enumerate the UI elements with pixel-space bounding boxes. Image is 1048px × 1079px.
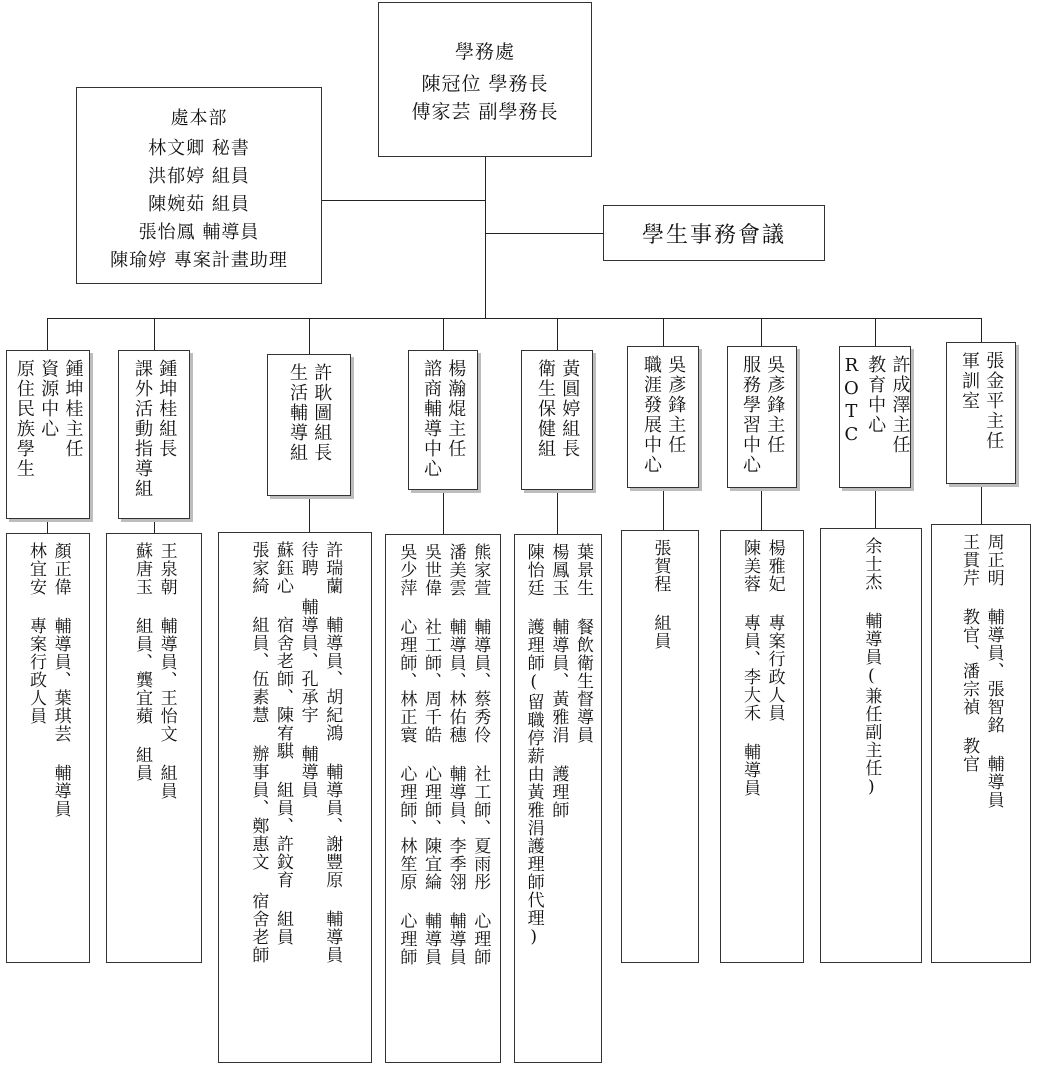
staff-column: 楊雅妃 專案行政人員	[764, 539, 785, 722]
top-office-box	[378, 2, 592, 157]
staff-column: 王泉朝 輔導員、王怡文 組員	[156, 542, 177, 800]
office-box	[76, 87, 322, 284]
staff-box-service-learning	[720, 530, 804, 963]
office-staff-line: 張怡鳳 輔導員	[138, 222, 260, 243]
staff-column: 蘇唐玉 組員、龔宜蘋 組員	[132, 542, 152, 782]
staff-column: 楊鳳玉 輔導員、黃雅涓 護理師	[548, 543, 569, 819]
unit-counseling-center	[408, 350, 478, 490]
staff-box-military	[931, 524, 1031, 963]
dean-line: 陳冠位 學務長	[421, 73, 549, 95]
unit-service-learning	[727, 346, 797, 488]
unit-head: 吳彥鋒主任	[764, 355, 786, 455]
council-label: 學生事務會議	[641, 222, 786, 248]
unit-head: 黃圓婷組長	[559, 359, 581, 459]
staff-box-career	[621, 530, 699, 963]
staff-drop-line	[154, 519, 155, 533]
staff-column: 顏正偉 輔導員、葉琪芸 輔導員	[50, 542, 71, 818]
staff-box-health-care	[514, 534, 602, 1063]
staff-drop-line	[443, 490, 444, 534]
unit-head: 張金平主任	[983, 351, 1005, 451]
unit-drop-line	[557, 318, 558, 350]
student-affairs-council-box	[603, 205, 825, 261]
vice-dean-line: 傅家芸 副學務長	[411, 101, 559, 123]
unit-drop-line	[663, 318, 664, 346]
office-title: 處本部	[170, 108, 228, 129]
unit-header-line: 職涯發展中心	[641, 355, 662, 475]
staff-column: 潘美雲 輔導員、林佑穗 輔導員、李季翎 輔導員	[445, 543, 466, 966]
unit-header-line: 衛生保健組	[535, 359, 556, 459]
staff-column: 周正明 輔導員、張智銘 輔導員	[983, 533, 1004, 809]
staff-box-life-guidance	[218, 532, 372, 1063]
staff-column: 葉景生 餐飲衛生督導員	[572, 543, 593, 744]
staff-drop-line	[557, 490, 558, 534]
staff-drop-line	[981, 484, 982, 524]
unit-header-line: 教育中心	[865, 355, 887, 435]
trunk-line	[485, 156, 486, 318]
staff-box-rotc	[820, 528, 922, 963]
unit-life-guidance	[267, 354, 351, 496]
unit-drop-line	[154, 318, 155, 350]
council-connector	[485, 233, 603, 234]
office-staff-line: 洪郁婷 組員	[148, 166, 250, 187]
staff-drop-line	[47, 519, 48, 533]
unit-header-line: 諮商輔導中心	[421, 359, 442, 479]
staff-column: 王貫芹 教官、潘宗禎 教官	[959, 533, 979, 773]
unit-career-center	[627, 346, 699, 488]
staff-box-indigenous	[6, 533, 90, 963]
staff-column: 陳怡廷 護理師(留職停薪由黃雅涓護理師代理)	[523, 543, 544, 948]
unit-head: 鍾坤桂組長	[156, 359, 178, 459]
units-bus-line	[47, 318, 981, 319]
unit-head: 許成澤主任	[889, 355, 911, 455]
unit-head: 楊瀚焜主任	[445, 359, 467, 459]
staff-drop-line	[663, 488, 664, 530]
unit-drop-line	[761, 318, 762, 346]
staff-column: 張家綺 組員、伍素慧 辦事員、鄭惠文 宿舍老師	[248, 541, 269, 964]
staff-drop-line	[875, 488, 876, 528]
staff-column: 許瑞蘭 輔導員、胡紀鴻 輔導員、謝豐原 輔導員	[322, 541, 343, 964]
unit-drop-line	[443, 318, 444, 350]
unit-header-line: ROTC	[840, 355, 862, 447]
staff-column: 蘇鈺心 宿舍老師、陳宥騏 組員、許鈫育 組員	[273, 541, 293, 946]
unit-extracurricular	[118, 350, 190, 519]
unit-header-line: 課外活動指導組	[132, 359, 153, 499]
unit-health-care	[521, 350, 593, 490]
staff-column: 余士杰 輔導員(兼任副主任)	[861, 537, 882, 798]
unit-header-line: 軍訓室	[959, 351, 980, 411]
office-connector	[322, 200, 485, 201]
staff-column: 吳少萍 心理師、林正寰 心理師、林笙原 心理師	[396, 543, 417, 966]
unit-head: 許耿圖組長	[311, 363, 333, 463]
staff-column: 陳美蓉 專員、李大禾 輔導員	[740, 539, 760, 797]
staff-column: 吳世偉 社工師、周千皓 心理師、陳宜綸 輔導員	[421, 543, 441, 966]
staff-column: 張賀程 組員	[650, 539, 671, 650]
staff-box-extracurricular	[106, 533, 202, 963]
staff-drop-line	[761, 488, 762, 530]
staff-column: 待聘 輔導員、孔承宇 輔導員	[297, 541, 318, 799]
staff-drop-line	[309, 496, 310, 532]
unit-head: 鍾坤桂主任	[62, 359, 84, 459]
staff-column: 熊家萱 輔導員、蔡秀伶 社工師、夏雨彤 心理師	[470, 543, 491, 966]
staff-column: 林宜安 專案行政人員	[26, 542, 46, 725]
unit-header-line: 原住民族學生	[13, 359, 35, 479]
office-staff-line: 陳瑜婷 專案計畫助理	[110, 250, 288, 271]
unit-header-line: 服務學習中心	[740, 355, 761, 475]
office-staff-line: 林文卿 秘書	[148, 138, 250, 159]
unit-military-training	[946, 342, 1016, 484]
unit-rotc-center	[839, 346, 911, 488]
unit-header-line: 資源中心	[38, 359, 60, 439]
staff-box-counseling	[385, 534, 501, 1063]
office-staff-line: 陳婉茹 組員	[148, 194, 250, 215]
unit-drop-line	[47, 318, 48, 350]
unit-drop-line	[875, 318, 876, 346]
unit-drop-line	[309, 318, 310, 354]
unit-head: 吳彥鋒主任	[665, 355, 687, 455]
unit-header-line: 生活輔導組	[287, 363, 308, 463]
unit-indigenous-center	[6, 350, 90, 519]
top-office-title: 學務處	[454, 41, 515, 63]
unit-drop-line	[981, 318, 982, 342]
